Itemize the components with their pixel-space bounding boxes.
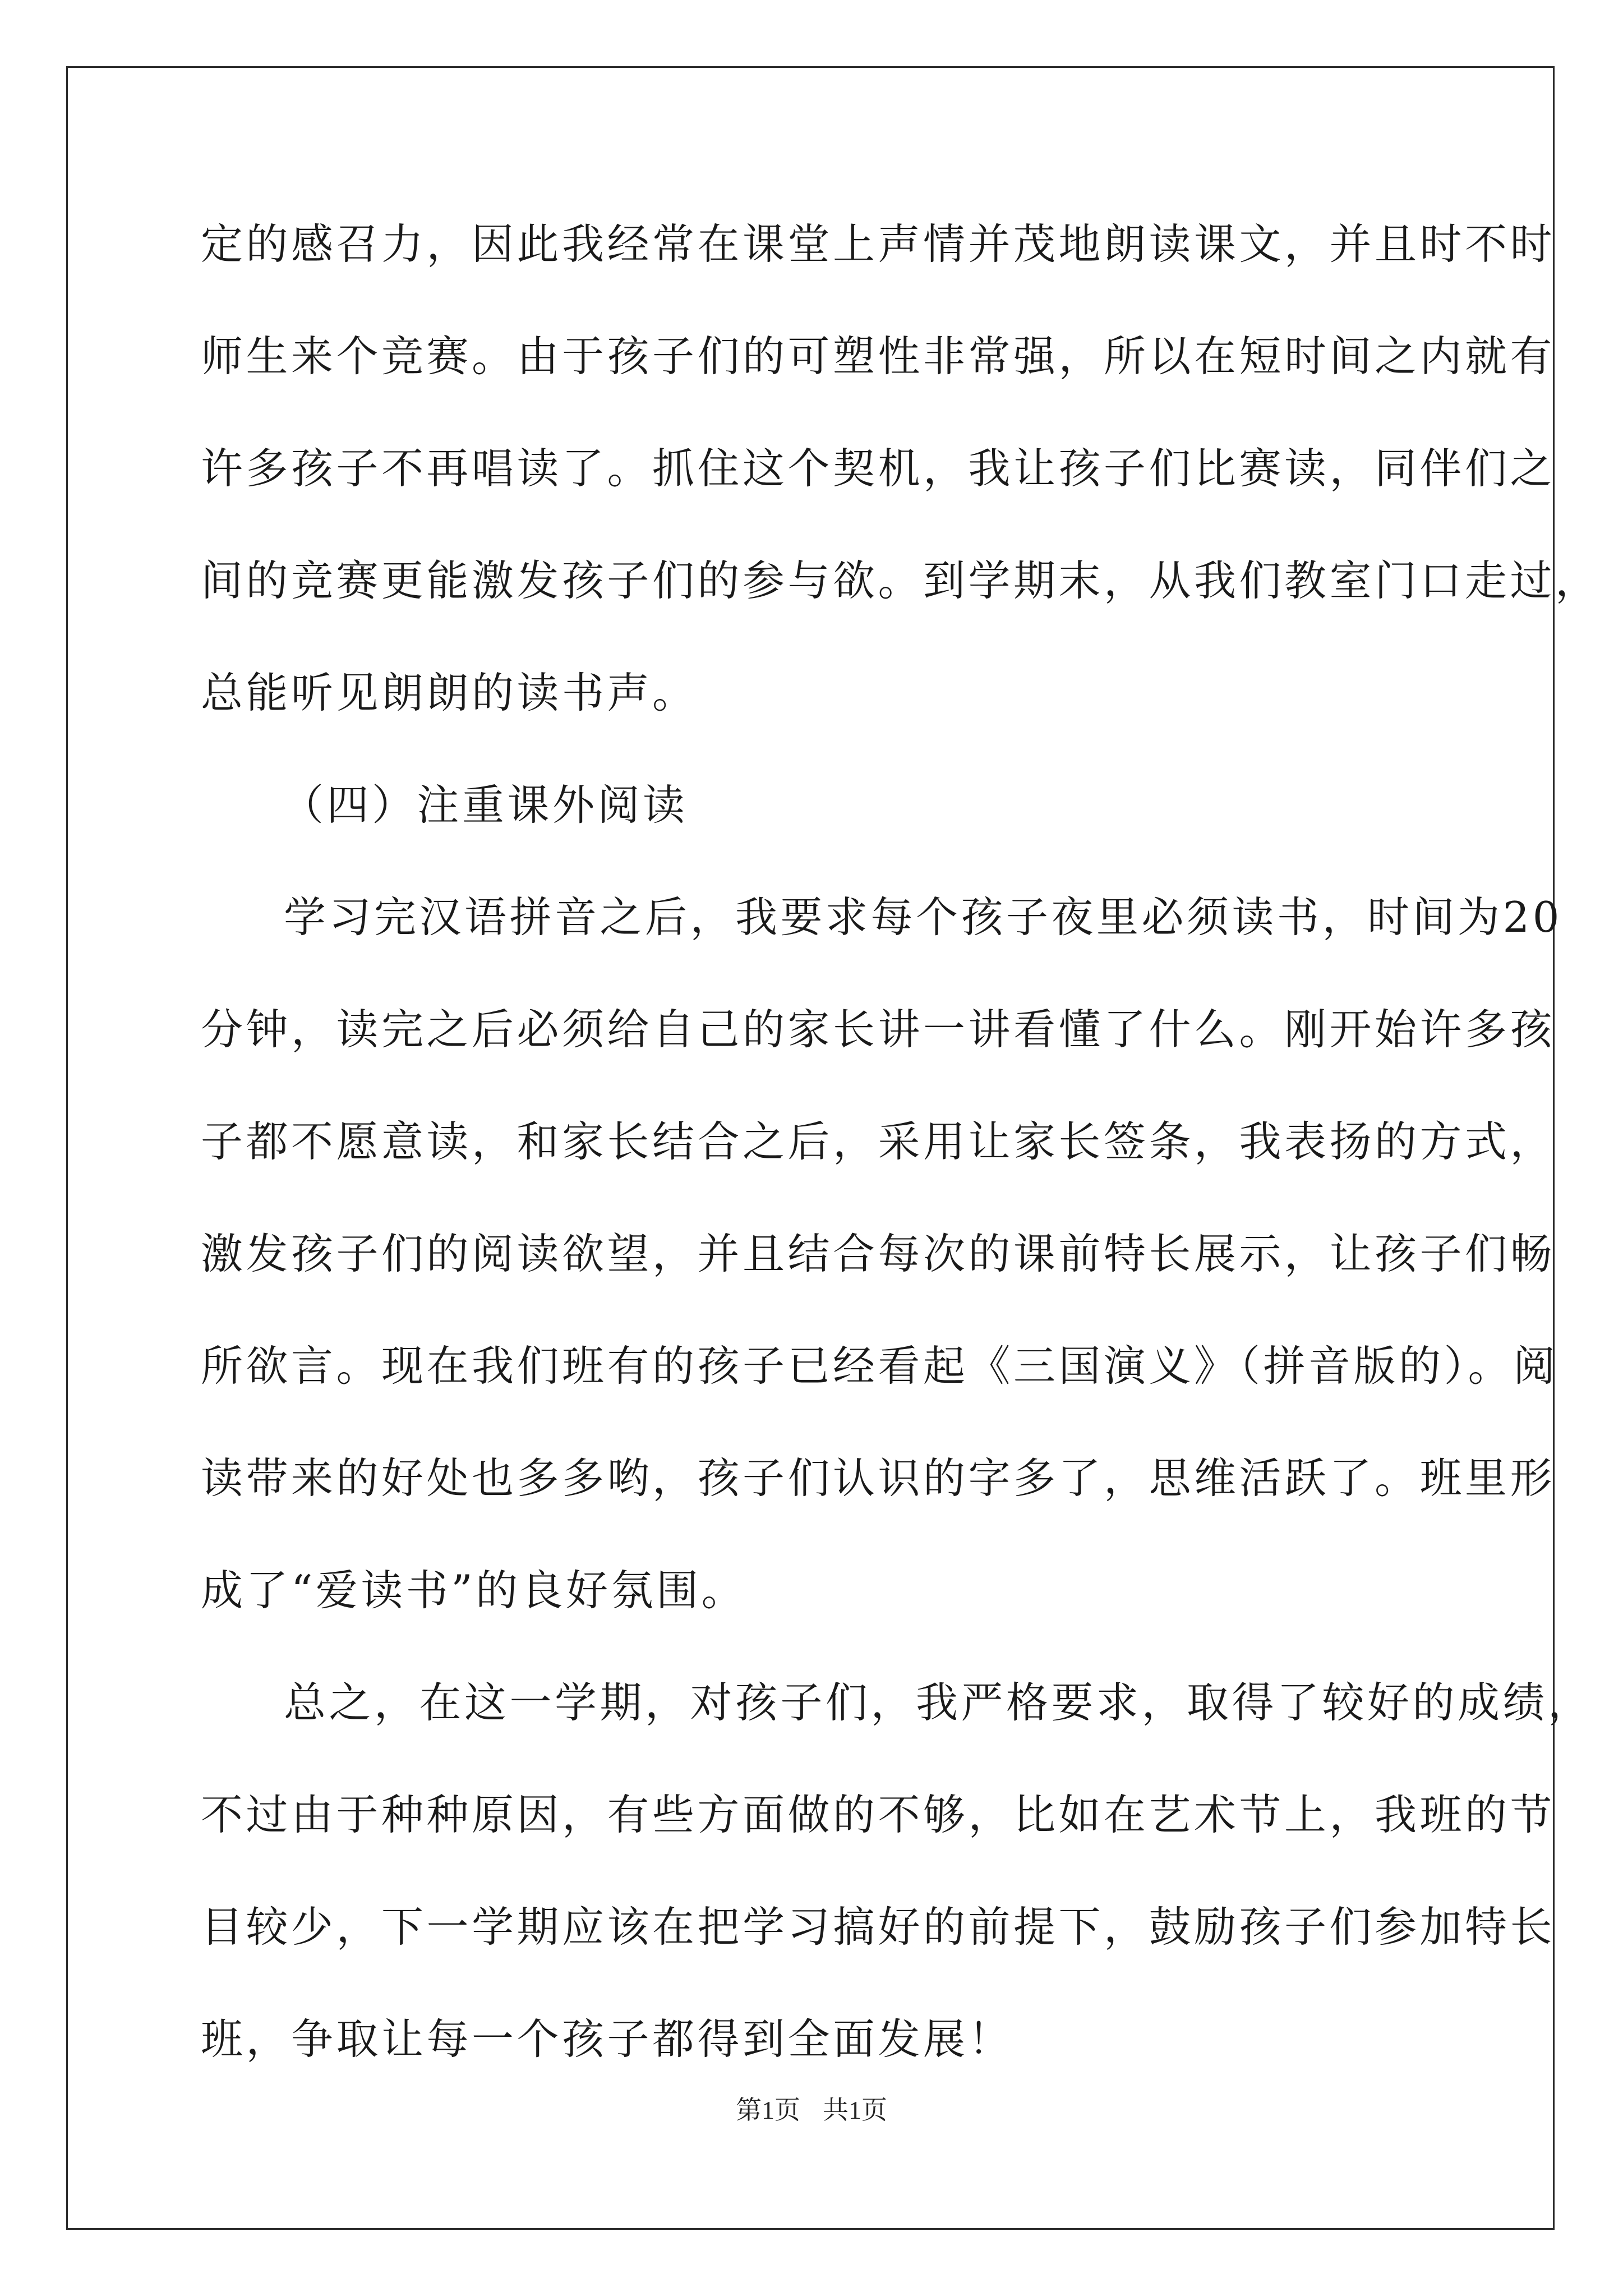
text-line: 许多孩子不再唱读了。抓住这个契机，我让孩子们比赛读，同伴们之 — [201, 444, 1556, 493]
page-number: 第1页 — [736, 2096, 800, 2124]
text-line: 分钟，读完之后必须给自己的家长讲一讲看懂了什么。刚开始许多孩 — [201, 1005, 1556, 1054]
text-line: 读带来的好处也多多哟，孩子们认识的字多了，思维活跃了。班里形 — [201, 1453, 1556, 1503]
section-heading: （四）注重课外阅读 — [282, 780, 688, 830]
text-line: 目较少，下一学期应该在把学习搞好的前提下，鼓励孩子们参加特长 — [201, 1902, 1556, 1952]
text-line: 激发孩子们的阅读欲望，并且结合每次的课前特长展示，让孩子们畅 — [201, 1229, 1556, 1278]
text-line: 不过由于种种原因，有些方面做的不够，比如在艺术节上，我班的节 — [201, 1790, 1556, 1839]
text-line: 定的感召力，因此我经常在课堂上声情并茂地朗读课文，并且时不时 — [201, 219, 1556, 269]
text-line: 总能听见朗朗的读书声。 — [201, 668, 698, 717]
text-line: 总之，在这一学期，对孩子们，我严格要求，取得了较好的成绩， — [284, 1678, 1593, 1727]
page-footer — [0, 2095, 1623, 2126]
text-line: 师生来个竞赛。由于孩子们的可塑性非常强，所以在短时间之内就有 — [201, 332, 1556, 381]
text-line: 子都不愿意读，和家长结合之后，采用让家长签条，我表扬的方式， — [201, 1117, 1556, 1166]
text-line: 间的竞赛更能激发孩子们的参与欲。到学期末，从我们教室门口走过， — [201, 556, 1601, 605]
text-line: 学习完汉语拼音之后，我要求每个孩子夜里必须读书，时间为20 — [284, 892, 1562, 942]
text-line: 所欲言。现在我们班有的孩子已经看起《三国演义》（拼音版的）。阅 — [201, 1341, 1559, 1391]
text-line: 班，争取让每一个孩子都得到全面发展！ — [201, 2014, 1014, 2064]
text-line: 成了“爱读书”的良好氛围。 — [201, 1566, 747, 1615]
page-total: 共1页 — [823, 2096, 887, 2124]
